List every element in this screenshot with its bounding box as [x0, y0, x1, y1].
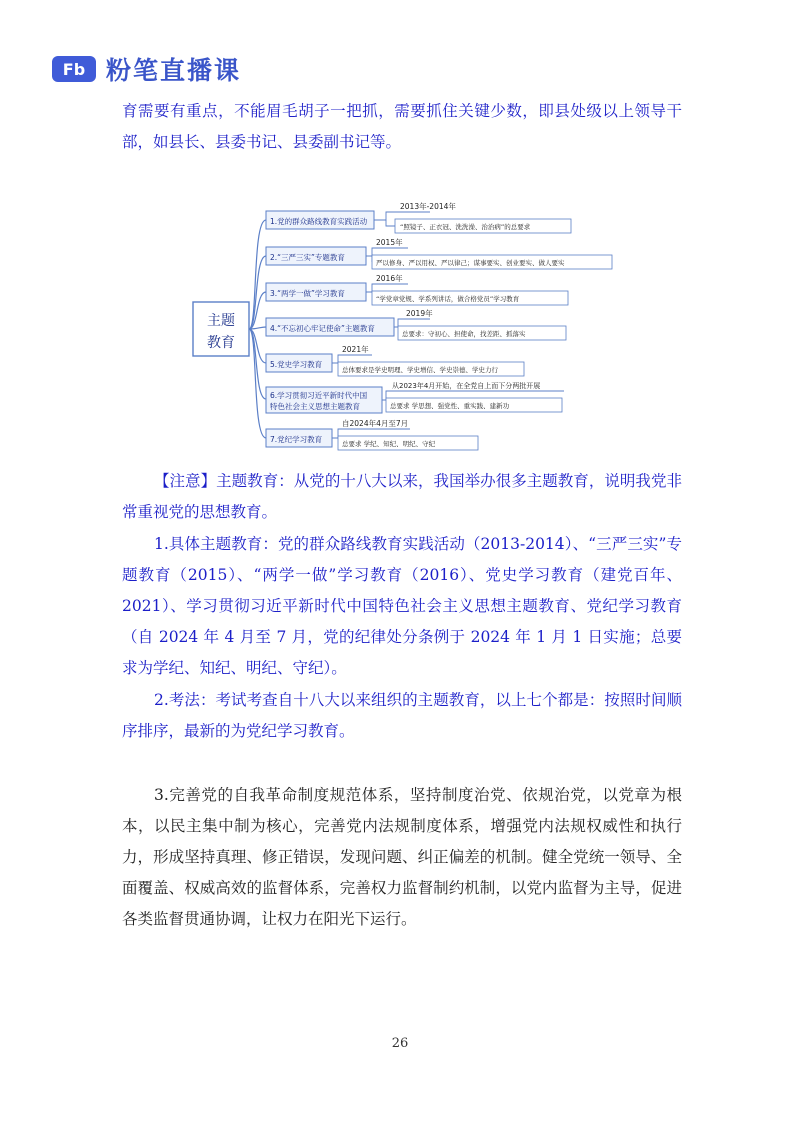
- branch-1-label: 1.党的群众路线教育实践活动: [270, 217, 368, 226]
- mindmap-branch-7: [266, 418, 478, 450]
- branch-2-detail: 严以修身、严以用权、严以律己；谋事要实、创业要实、做人要实: [376, 259, 565, 267]
- branch-2-year: 2015年: [376, 238, 403, 247]
- branch-1-year: 2013年-2014年: [400, 202, 456, 211]
- svg-text:Fb: Fb: [62, 60, 86, 79]
- branch-4-label: 4.“不忘初心牢记使命”主题教育: [270, 324, 375, 333]
- point-2-paragraph: 2.考法：考试考查自十八大以来组织的主题教育，以上七个都是：按照时间顺序排序，最新的为党纪学习教育。: [122, 691, 682, 740]
- branch-6-detail: 总要求 学思想、强党性、重实践、建新功: [390, 402, 510, 410]
- branch-1-detail: “照镜子、正衣冠、洗洗澡、治治病”的总要求: [400, 223, 531, 231]
- branch-2-label: 2.“三严三实”专题教育: [270, 253, 345, 262]
- point-3-paragraph: 3.完善党的自我革命制度规范体系，坚持制度治党、依规治党，以党章为根本，以民主集中制为核心，完善党内法规制度体系，增强党内法规权威性和执行力，形成坚持真理、修正错误，发现问题、纠正偏差的机制。健全党统一领导、全面覆盖、权威高效的监督体系，完善权力监督制约机制，以党内监督为主导，促进各类监督贯通协调，让权力在阳光下运行。: [122, 786, 682, 928]
- branch-5-label: 5.党史学习教育: [270, 360, 323, 369]
- branch-3-label: 3.“两学一做”学习教育: [270, 289, 345, 298]
- page-number: 26: [391, 1036, 409, 1051]
- branch-5-year: 2021年: [342, 345, 369, 354]
- branch-7-year: 自2024年4月至7月: [342, 419, 409, 428]
- branch-3-year: 2016年: [376, 274, 403, 283]
- mindmap-connectors: [249, 220, 266, 438]
- branch-3-detail: “学党章党规、学系列讲话，做合格党员”学习教育: [376, 295, 520, 303]
- branch-7-label: 7.党纪学习教育: [270, 435, 323, 444]
- mindmap-branch-4: [266, 308, 566, 340]
- branch-6-label-line2: 特色社会主义思想主题教育: [270, 402, 360, 411]
- mindmap-branch-2: [266, 237, 612, 269]
- brand-logo: [52, 52, 241, 86]
- theme-education-mindmap: [190, 198, 620, 452]
- note-paragraph: 【注意】主题教育：从党的十八大以来，我国举办很多主题教育，说明我党非常重视党的思想教育。: [122, 472, 682, 521]
- mindmap-root-line1: 主题: [207, 313, 235, 329]
- fenbi-logo-icon: [52, 56, 96, 82]
- mindmap-root-line2: 教育: [207, 335, 235, 351]
- brand-name: 粉笔直播课: [106, 56, 242, 85]
- branch-4-year: 2019年: [406, 309, 433, 318]
- intro-paragraph: 育需要有重点，不能眉毛胡子一把抓，需要抓住关键少数，即县处级以上领导干部，如县长、县委书记、县委副书记等。: [122, 102, 682, 151]
- branch-6-year: 从2023年4月开始，在全党自上而下分两批开展: [392, 382, 541, 390]
- point-1-paragraph: 1.具体主题教育：党的群众路线教育实践活动（2013-2014）、“三严三实”专题教育（2015）、“两学一做”学习教育（2016）、党史学习教育（建党百年、2021）、学习贯彻习近平新时代中国特色社会主义思想主题教育、党纪学习教育（自 2024 年 4 月至 7 月，党的纪律处分条例于 2024 年 1 月 1 日实施；总要求为学纪、知纪、明纪、守纪）。: [122, 535, 682, 677]
- branch-7-detail: 总要求 学纪、知纪、明纪、守纪: [342, 440, 436, 448]
- mindmap-branch-5: [266, 344, 524, 376]
- branch-5-detail: 总体要求是学史明理、学史增信、学史崇德、学史力行: [342, 366, 498, 374]
- mindmap-branch-3: [266, 273, 568, 305]
- mindmap-branch-1: [266, 201, 571, 233]
- branch-6-label-line1: 6.学习贯彻习近平新时代中国: [270, 391, 368, 400]
- branch-4-detail: 总要求：守初心、担使命，找差距、抓落实: [402, 330, 526, 338]
- mindmap-branch-6: [266, 381, 564, 413]
